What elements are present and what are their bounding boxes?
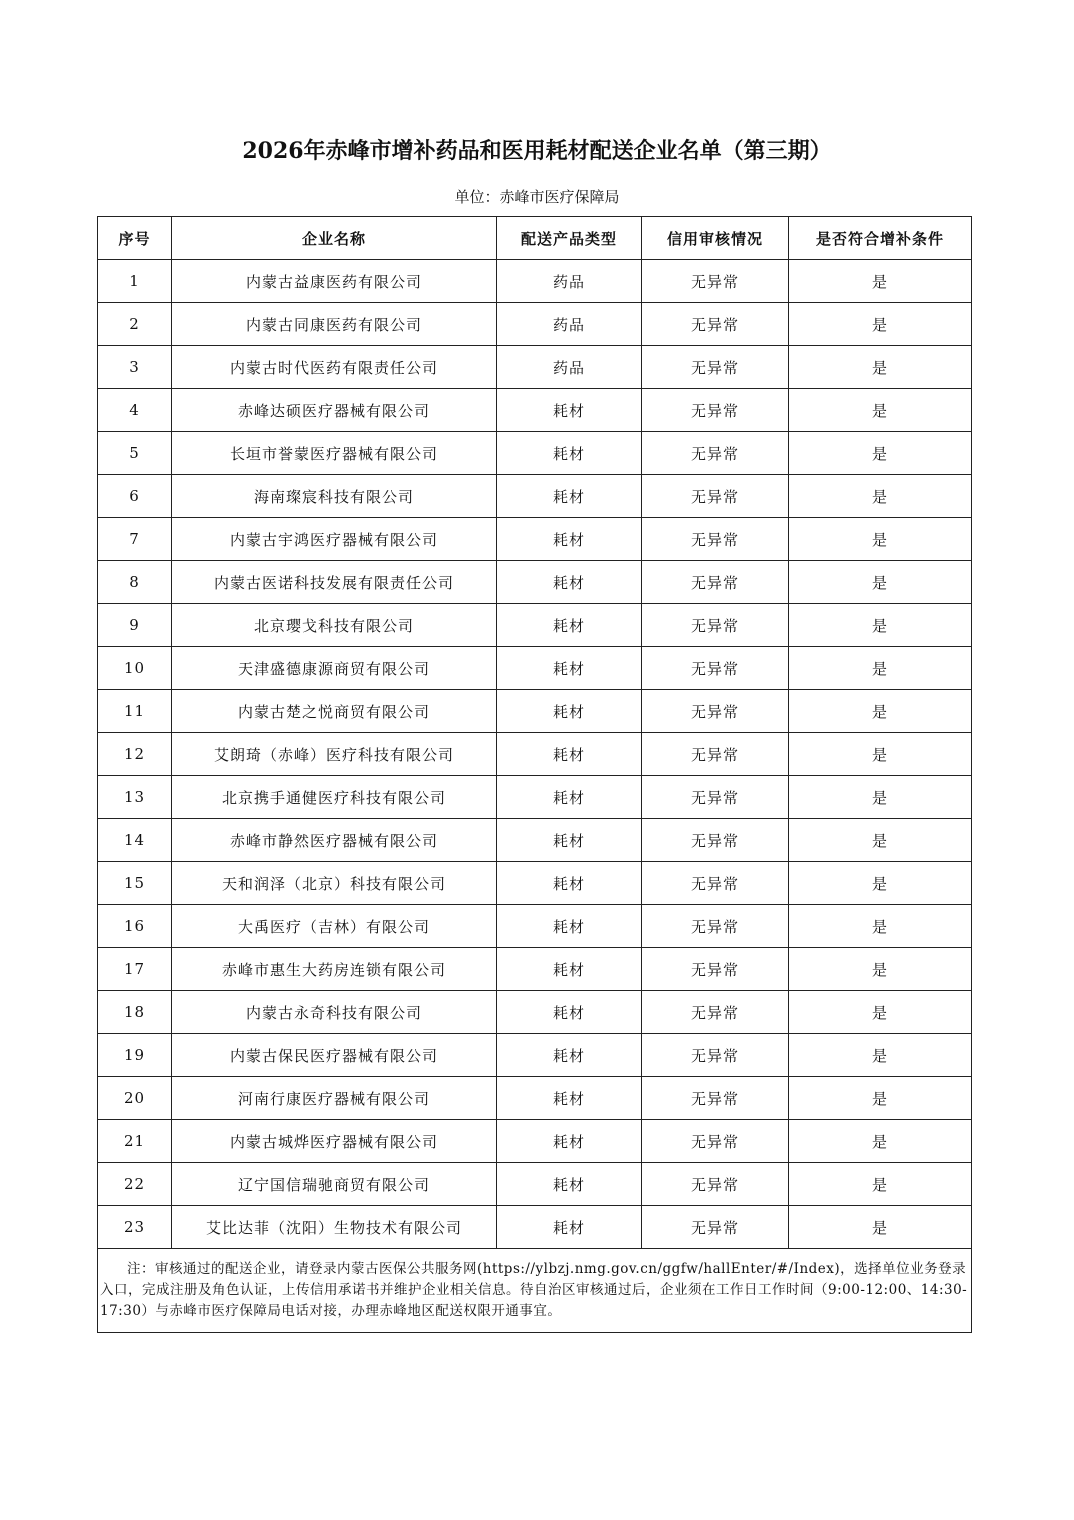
row-index: 12 bbox=[98, 733, 172, 776]
eligible: 是 bbox=[789, 1077, 972, 1120]
eligible: 是 bbox=[789, 776, 972, 819]
product-type: 耗材 bbox=[497, 604, 642, 647]
company-name: 赤峰市静然医疗器械有限公司 bbox=[172, 819, 497, 862]
company-name: 内蒙古医诺科技发展有限责任公司 bbox=[172, 561, 497, 604]
row-index: 2 bbox=[98, 303, 172, 346]
table-row bbox=[98, 1034, 972, 1077]
product-type: 耗材 bbox=[497, 647, 642, 690]
company-name: 内蒙古永奇科技有限公司 bbox=[172, 991, 497, 1034]
eligible: 是 bbox=[789, 346, 972, 389]
table-row bbox=[98, 604, 972, 647]
table-row bbox=[98, 303, 972, 346]
product-type: 耗材 bbox=[497, 991, 642, 1034]
product-type: 耗材 bbox=[497, 518, 642, 561]
product-type: 耗材 bbox=[497, 948, 642, 991]
row-index: 14 bbox=[98, 819, 172, 862]
product-type: 耗材 bbox=[497, 690, 642, 733]
document-title: 2026年赤峰市增补药品和医用耗材配送企业名单（第三期） bbox=[242, 138, 832, 164]
note-text: 注：审核通过的配送企业，请登录内蒙古医保公共服务网(https://ylbzj.nmg.gov.cn/ggfw/hallEnter/#/Index)，选择单位业务登录入口，完成注册及角色认证，上传信用承诺书并维护企业相关信息。待自治区审核通过后，企业须在工作日工作时间（9:00-12:00、14:30-17:30）与赤峰市医疗保障局电话对接，办理赤峰地区配送权限开通事宜。 bbox=[100, 1261, 968, 1319]
table-row bbox=[98, 432, 972, 475]
eligible: 是 bbox=[789, 948, 972, 991]
table-row bbox=[98, 389, 972, 432]
company-name: 河南行康医疗器械有限公司 bbox=[172, 1077, 497, 1120]
product-type: 耗材 bbox=[497, 733, 642, 776]
table-row bbox=[98, 862, 972, 905]
credit-review: 无异常 bbox=[642, 733, 789, 776]
eligible: 是 bbox=[789, 690, 972, 733]
eligible: 是 bbox=[789, 1206, 972, 1249]
company-name: 艾朗琦（赤峰）医疗科技有限公司 bbox=[172, 733, 497, 776]
table-row bbox=[98, 561, 972, 604]
table-row bbox=[98, 518, 972, 561]
credit-review: 无异常 bbox=[642, 260, 789, 303]
credit-review: 无异常 bbox=[642, 475, 789, 518]
header-product-type: 配送产品类型 bbox=[497, 217, 642, 260]
table-row bbox=[98, 905, 972, 948]
eligible: 是 bbox=[789, 991, 972, 1034]
credit-review: 无异常 bbox=[642, 303, 789, 346]
company-name: 海南璨宸科技有限公司 bbox=[172, 475, 497, 518]
eligible: 是 bbox=[789, 389, 972, 432]
table-row bbox=[98, 991, 972, 1034]
credit-review: 无异常 bbox=[642, 432, 789, 475]
table-row bbox=[98, 733, 972, 776]
table-row bbox=[98, 647, 972, 690]
table-row bbox=[98, 1077, 972, 1120]
company-name: 内蒙古楚之悦商贸有限公司 bbox=[172, 690, 497, 733]
product-type: 耗材 bbox=[497, 475, 642, 518]
row-index: 22 bbox=[98, 1163, 172, 1206]
credit-review: 无异常 bbox=[642, 1163, 789, 1206]
row-index: 11 bbox=[98, 690, 172, 733]
table-row bbox=[98, 1163, 972, 1206]
credit-review: 无异常 bbox=[642, 518, 789, 561]
product-type: 耗材 bbox=[497, 1163, 642, 1206]
product-type: 耗材 bbox=[497, 819, 642, 862]
product-type: 耗材 bbox=[497, 432, 642, 475]
eligible: 是 bbox=[789, 905, 972, 948]
eligible: 是 bbox=[789, 561, 972, 604]
eligible: 是 bbox=[789, 1034, 972, 1077]
table-row bbox=[98, 690, 972, 733]
credit-review: 无异常 bbox=[642, 1034, 789, 1077]
company-name: 天和润泽（北京）科技有限公司 bbox=[172, 862, 497, 905]
row-index: 18 bbox=[98, 991, 172, 1034]
company-name: 北京璎戈科技有限公司 bbox=[172, 604, 497, 647]
company-name: 辽宁国信瑞驰商贸有限公司 bbox=[172, 1163, 497, 1206]
company-name: 内蒙古城烨医疗器械有限公司 bbox=[172, 1120, 497, 1163]
company-name: 艾比达菲（沈阳）生物技术有限公司 bbox=[172, 1206, 497, 1249]
eligible: 是 bbox=[789, 604, 972, 647]
header-company-name: 企业名称 bbox=[172, 217, 497, 260]
product-type: 耗材 bbox=[497, 862, 642, 905]
eligible: 是 bbox=[789, 1163, 972, 1206]
product-type: 药品 bbox=[497, 303, 642, 346]
company-name: 内蒙古时代医药有限责任公司 bbox=[172, 346, 497, 389]
credit-review: 无异常 bbox=[642, 1206, 789, 1249]
credit-review: 无异常 bbox=[642, 346, 789, 389]
eligible: 是 bbox=[789, 260, 972, 303]
eligible: 是 bbox=[789, 518, 972, 561]
company-name: 赤峰市惠生大药房连锁有限公司 bbox=[172, 948, 497, 991]
row-index: 21 bbox=[98, 1120, 172, 1163]
company-name: 内蒙古同康医药有限公司 bbox=[172, 303, 497, 346]
credit-review: 无异常 bbox=[642, 948, 789, 991]
row-index: 4 bbox=[98, 389, 172, 432]
note-row bbox=[98, 1249, 972, 1333]
product-type: 耗材 bbox=[497, 1034, 642, 1077]
company-name: 大禹医疗（吉林）有限公司 bbox=[172, 905, 497, 948]
table-row bbox=[98, 1206, 972, 1249]
product-type: 耗材 bbox=[497, 1120, 642, 1163]
credit-review: 无异常 bbox=[642, 991, 789, 1034]
row-index: 23 bbox=[98, 1206, 172, 1249]
issuing-unit: 单位：赤峰市医疗保障局 bbox=[454, 188, 620, 206]
header-credit-review: 信用审核情况 bbox=[642, 217, 789, 260]
row-index: 15 bbox=[98, 862, 172, 905]
table-row bbox=[98, 475, 972, 518]
header-index: 序号 bbox=[98, 217, 172, 260]
credit-review: 无异常 bbox=[642, 819, 789, 862]
row-index: 7 bbox=[98, 518, 172, 561]
company-name: 内蒙古益康医药有限公司 bbox=[172, 260, 497, 303]
row-index: 13 bbox=[98, 776, 172, 819]
table-row bbox=[98, 260, 972, 303]
product-type: 耗材 bbox=[497, 905, 642, 948]
company-name: 北京携手通健医疗科技有限公司 bbox=[172, 776, 497, 819]
company-name: 天津盛德康源商贸有限公司 bbox=[172, 647, 497, 690]
credit-review: 无异常 bbox=[642, 905, 789, 948]
row-index: 9 bbox=[98, 604, 172, 647]
table-row bbox=[98, 948, 972, 991]
table-row bbox=[98, 819, 972, 862]
row-index: 10 bbox=[98, 647, 172, 690]
product-type: 药品 bbox=[497, 346, 642, 389]
eligible: 是 bbox=[789, 1120, 972, 1163]
company-list-table bbox=[97, 216, 972, 1333]
note-cell bbox=[98, 1249, 972, 1333]
product-type: 耗材 bbox=[497, 776, 642, 819]
eligible: 是 bbox=[789, 819, 972, 862]
credit-review: 无异常 bbox=[642, 690, 789, 733]
table-row bbox=[98, 346, 972, 389]
row-index: 8 bbox=[98, 561, 172, 604]
company-name: 内蒙古宇鸿医疗器械有限公司 bbox=[172, 518, 497, 561]
credit-review: 无异常 bbox=[642, 862, 789, 905]
company-name: 长垣市誉蒙医疗器械有限公司 bbox=[172, 432, 497, 475]
table-header-row bbox=[98, 217, 972, 260]
row-index: 6 bbox=[98, 475, 172, 518]
row-index: 3 bbox=[98, 346, 172, 389]
table-row bbox=[98, 1120, 972, 1163]
credit-review: 无异常 bbox=[642, 776, 789, 819]
eligible: 是 bbox=[789, 647, 972, 690]
product-type: 耗材 bbox=[497, 1077, 642, 1120]
credit-review: 无异常 bbox=[642, 1077, 789, 1120]
row-index: 16 bbox=[98, 905, 172, 948]
company-name: 赤峰达硕医疗器械有限公司 bbox=[172, 389, 497, 432]
product-type: 药品 bbox=[497, 260, 642, 303]
eligible: 是 bbox=[789, 475, 972, 518]
eligible: 是 bbox=[789, 432, 972, 475]
table-row bbox=[98, 776, 972, 819]
credit-review: 无异常 bbox=[642, 561, 789, 604]
eligible: 是 bbox=[789, 733, 972, 776]
credit-review: 无异常 bbox=[642, 1120, 789, 1163]
credit-review: 无异常 bbox=[642, 389, 789, 432]
row-index: 20 bbox=[98, 1077, 172, 1120]
eligible: 是 bbox=[789, 862, 972, 905]
row-index: 17 bbox=[98, 948, 172, 991]
product-type: 耗材 bbox=[497, 389, 642, 432]
product-type: 耗材 bbox=[497, 1206, 642, 1249]
credit-review: 无异常 bbox=[642, 647, 789, 690]
product-type: 耗材 bbox=[497, 561, 642, 604]
company-name: 内蒙古保民医疗器械有限公司 bbox=[172, 1034, 497, 1077]
row-index: 5 bbox=[98, 432, 172, 475]
header-eligible: 是否符合增补条件 bbox=[789, 217, 972, 260]
row-index: 1 bbox=[98, 260, 172, 303]
row-index: 19 bbox=[98, 1034, 172, 1077]
credit-review: 无异常 bbox=[642, 604, 789, 647]
eligible: 是 bbox=[789, 303, 972, 346]
